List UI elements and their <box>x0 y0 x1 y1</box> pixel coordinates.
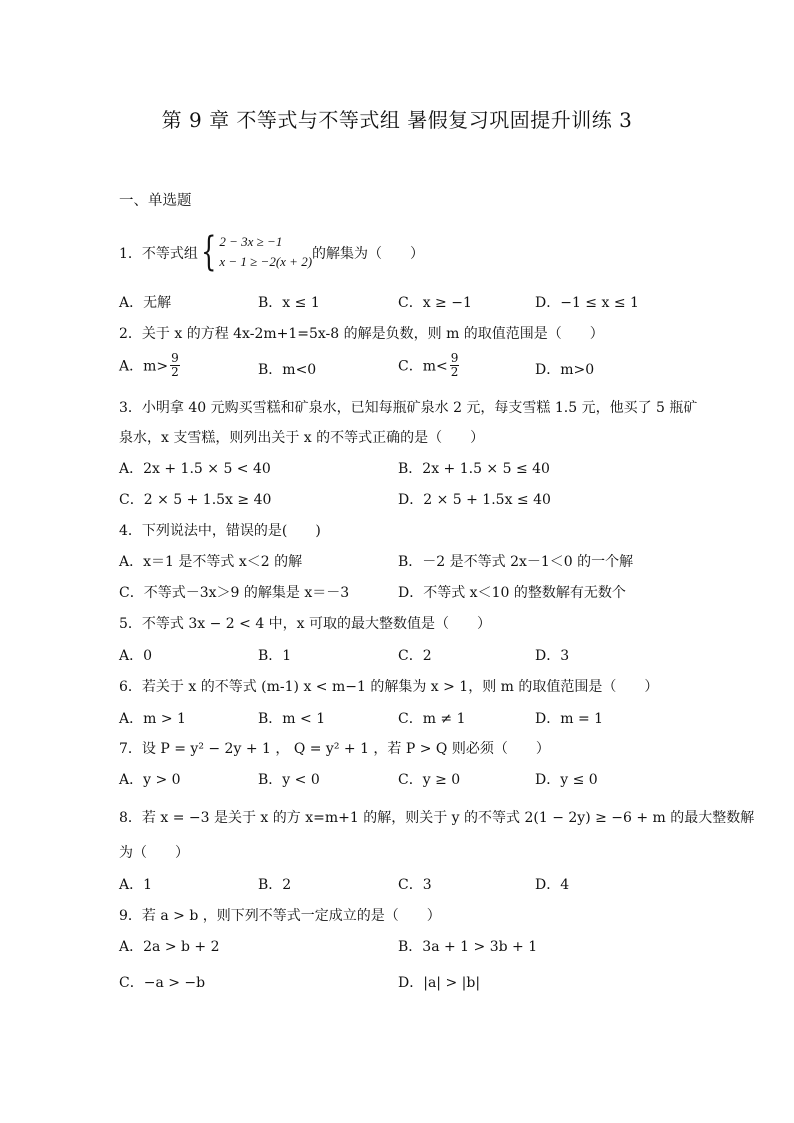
question-2: 2．关于 x 的方程 4x-2m+1=5x-8 的解是负数，则 m 的取值范围是（ ） <box>119 326 604 342</box>
q4-option-b[interactable]: B．－2 是不等式 2x－1＜0 的一个解 <box>398 554 634 570</box>
q5-option-d[interactable]: D．3 <box>535 648 570 664</box>
q8-option-a[interactable]: A．1 <box>119 877 153 893</box>
question-8-line-2: 为（ ） <box>119 845 189 861</box>
q1-option-c[interactable]: C．x ≥ −1 <box>398 295 472 311</box>
system-line-1: 2 − 3x ≥ −1 <box>219 234 283 249</box>
q2-option-b[interactable]: B．m<0 <box>258 362 317 378</box>
q1-option-a[interactable]: A．无解 <box>119 295 172 311</box>
q7-option-a[interactable]: A．y > 0 <box>119 772 181 788</box>
q5-option-c[interactable]: C．2 <box>398 648 432 664</box>
question-1-suffix: 的解集为（ ） <box>312 246 425 262</box>
fraction-numerator: 9 <box>171 351 179 365</box>
q4-option-a[interactable]: A．x＝1 是不等式 x＜2 的解 <box>119 554 303 570</box>
q9-option-a[interactable]: A．2a > b + 2 <box>119 939 220 955</box>
question-3-line-1: 3．小明拿 40 元购买雪糕和矿泉水，已知每瓶矿泉水 2 元，每支雪糕 1.5 元，他买了 5 瓶矿 <box>119 400 698 416</box>
q1-option-d[interactable]: D．−1 ≤ x ≤ 1 <box>535 295 639 311</box>
fraction-denominator: 2 <box>450 365 459 379</box>
question-3-line-2: 泉水，x 支雪糕，则列出关于 x 的不等式正确的是（ ） <box>119 430 485 446</box>
question-4: 4．下列说法中，错误的是( ) <box>119 523 321 539</box>
q3-option-c[interactable]: C．2 × 5 + 1.5x ≥ 40 <box>119 492 272 508</box>
question-1-prefix: 1．不等式组 <box>119 246 198 262</box>
q7-option-b[interactable]: B．y < 0 <box>258 772 320 788</box>
question-1 <box>119 229 425 275</box>
q2-option-c[interactable] <box>398 352 459 379</box>
fraction <box>450 352 460 379</box>
q4-option-c[interactable]: C．不等式－3x＞9 的解集是 x＝－3 <box>119 585 350 601</box>
fraction-denominator: 2 <box>171 365 179 379</box>
q3-option-b[interactable]: B．2x + 1.5 × 5 ≤ 40 <box>398 461 550 477</box>
q1-option-b[interactable]: B．x ≤ 1 <box>258 295 320 311</box>
section-heading: 一、单选题 <box>119 193 192 209</box>
q9-option-c[interactable]: C．−a > −b <box>119 975 206 991</box>
q8-option-b[interactable]: B．2 <box>258 877 292 893</box>
question-5: 5．不等式 3x − 2 < 4 中，x 可取的最大整数值是（ ） <box>119 616 492 632</box>
q6-option-a[interactable]: A．m > 1 <box>119 711 186 727</box>
fraction <box>170 352 180 379</box>
q5-option-b[interactable]: B．1 <box>258 648 292 664</box>
inequality-system <box>198 229 313 275</box>
q8-option-d[interactable]: D．4 <box>535 877 570 893</box>
q6-option-b[interactable]: B．m < 1 <box>258 711 326 727</box>
q4-option-d[interactable]: D．不等式 x＜10 的整数解有无数个 <box>398 585 626 601</box>
system-line-2: x − 1 ≥ −2(x + 2) <box>219 254 313 269</box>
question-6: 6．若关于 x 的不等式 (m-1) x < m−1 的解集为 x > 1，则 m 的取值范围是（ ） <box>119 679 659 695</box>
q3-option-d[interactable]: D．2 × 5 + 1.5x ≤ 40 <box>398 492 551 508</box>
q7-option-d[interactable]: D．y ≤ 0 <box>535 772 598 788</box>
q6-option-c[interactable]: C．m ≠ 1 <box>398 711 466 727</box>
question-9: 9．若 a > b ，则下列不等式一定成立的是（ ） <box>119 908 441 924</box>
q2-option-c-prefix: C．m< <box>398 358 448 375</box>
q6-option-d[interactable]: D．m = 1 <box>535 711 604 727</box>
q9-option-b[interactable]: B．3a + 1 > 3b + 1 <box>398 939 538 955</box>
brace-symbol: { <box>201 229 217 275</box>
q8-option-c[interactable]: C．3 <box>398 877 432 893</box>
q5-option-a[interactable]: A．0 <box>119 648 153 664</box>
question-8-line-1: 8．若 x = −3 是关于 x 的方 x=m+1 的解，则关于 y 的不等式 2(1 − 2y) ≥ −6 + m 的最大整数解 <box>119 810 755 826</box>
q9-option-d[interactable]: D．|a| > |b| <box>398 975 481 991</box>
q2-option-a-prefix: A．m> <box>119 358 169 375</box>
question-7: 7．设 P = y² − 2y + 1 ， Q = y² + 1 ，若 P > Q 则必须（ ） <box>119 741 550 757</box>
fraction-numerator: 9 <box>450 351 459 365</box>
page-title: 第 9 章 不等式与不等式组 暑假复习巩固提升训练 3 <box>161 108 633 132</box>
q3-option-a[interactable]: A．2x + 1.5 × 5 < 40 <box>119 461 271 477</box>
q2-option-d[interactable]: D．m>0 <box>535 362 595 378</box>
q2-option-a[interactable] <box>119 352 180 379</box>
q7-option-c[interactable]: C．y ≥ 0 <box>398 772 461 788</box>
